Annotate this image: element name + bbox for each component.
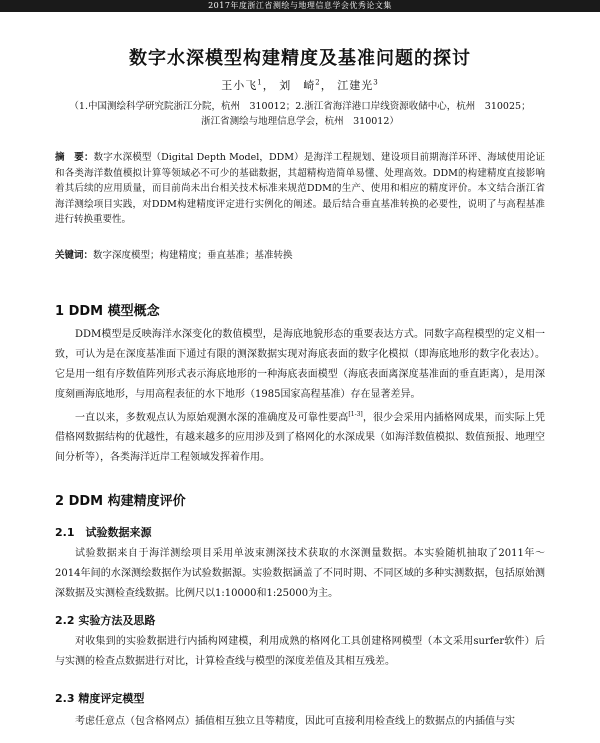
running-header: 2017年度浙江省测绘与地理信息学会优秀论文集 [0, 0, 600, 12]
section-2-heading: 2 DDM 构建精度评价 [55, 494, 186, 509]
author-name: 江建光 [337, 79, 374, 92]
author-list: 王小飞$^1$， 刘 崎$^2$， 江建光$^3$ [221, 78, 379, 92]
section-2-1-heading: 2.1 试验数据来源 [55, 526, 152, 539]
citation: [1-3] [348, 411, 363, 418]
section-1-paragraph-1: DDM模型是反映海洋水深变化的数值模型，是海底地貌形态的重要表达方式。同数字高程模型的定义相一致，可认为是在深度基准面下通过有限的测深数据实现对海底表面的数字化模拟（即海底地形的数字化表达）。它是用一组有序数值阵列形式表示海底地形的一种海底表面模型（海底表面离深度基准面的垂直距离），是用深度刻画海底地形，与用高程表征的水下地形（1985国家高程基准）存在显著差异。 [55, 329, 545, 400]
author-sup: 1 [257, 78, 263, 87]
affiliation-line: （1.中国测绘科学研究院浙江分院，杭州 310012；2.浙江省海洋港口岸线资源收储中心，杭州 310025； [69, 101, 531, 112]
abstract-text: 数字水深模型（Digital Depth Model，DDM）是海洋工程规划、建设项目前期海洋环评、海域使用论证和各类海洋数值模拟计算等领域必不可少的基础数据，其超精构造简单易懂、处理高效。DDM的构建精度直接影响着其后续的应用质量，而目前尚未出台相关技术标准来规范DDM的生产、使用和相应的精度评价。本文结合浙江省海洋测绘项目实践，对DDM构建精度评定进行实例化的阐述。最后结合垂直基准转换的必要性，说明了与高程基准进行转换重要性。 [55, 152, 545, 225]
abstract-label: 摘 要： [55, 152, 94, 163]
section-1-paragraph-2 [55, 405, 545, 468]
abstract [55, 150, 545, 228]
author-name: 王小飞 [221, 79, 258, 92]
author-name: 刘 崎 [279, 79, 316, 92]
section-1-heading: 1 DDM 模型概念 [55, 304, 160, 319]
section-2-2-heading: 2.2 实验方法及思路 [55, 614, 156, 627]
affiliation [40, 99, 560, 129]
paper-title: 数字水深模型构建精度及基准问题的探讨 [129, 48, 471, 69]
keywords [55, 248, 545, 263]
author-sup: 3 [373, 78, 379, 87]
paragraph-text: 一直以来，多数观点认为原始观测水深的准确度及可靠性要高 [75, 412, 349, 424]
keywords-text: 数字深度模型；构建精度；垂直基准；基准转换 [93, 250, 293, 261]
affiliation-line: 浙江省测绘与地理信息学会，杭州 310012） [201, 116, 399, 127]
paragraph-text: ，很少会采用内插格网成果，而实际上凭借格网数据结构的优越性，有越来越多的应用涉及到了格网化的水深成果（如海洋数值模拟、数值预报、地理空间分析等），各类海洋近岸工程领域发挥着作用。 [55, 412, 546, 464]
section-2-1-paragraph: 试验数据来自于海洋测绘项目采用单波束测深技术获取的水深测量数据。本实验随机抽取了2011年～2014年间的水深测绘数据作为试验数据源。实验数据涵盖了不同时期、不同区域的多种实测数据，包括原始测深数据及实测检查线数据。比例尺以1:10000和1:25000为主。 [55, 548, 545, 599]
section-2-3-paragraph: 考虑任意点（包含格网点）插值相互独立且等精度，因此可直接利用检查线上的数据点的内插值与实 [75, 716, 515, 727]
section-2-2-paragraph: 对收集到的实验数据进行内插构网建模，利用成熟的格网化工具创建格网模型（本文采用surfer软件）后与实测的检查点数据进行对比，计算检查线与模型的深度差值及其相互残差。 [55, 636, 545, 667]
section-2-3-heading: 2.3 精度评定模型 [55, 692, 145, 705]
author-sup: 2 [315, 78, 321, 87]
keywords-label: 关键词： [55, 250, 94, 261]
